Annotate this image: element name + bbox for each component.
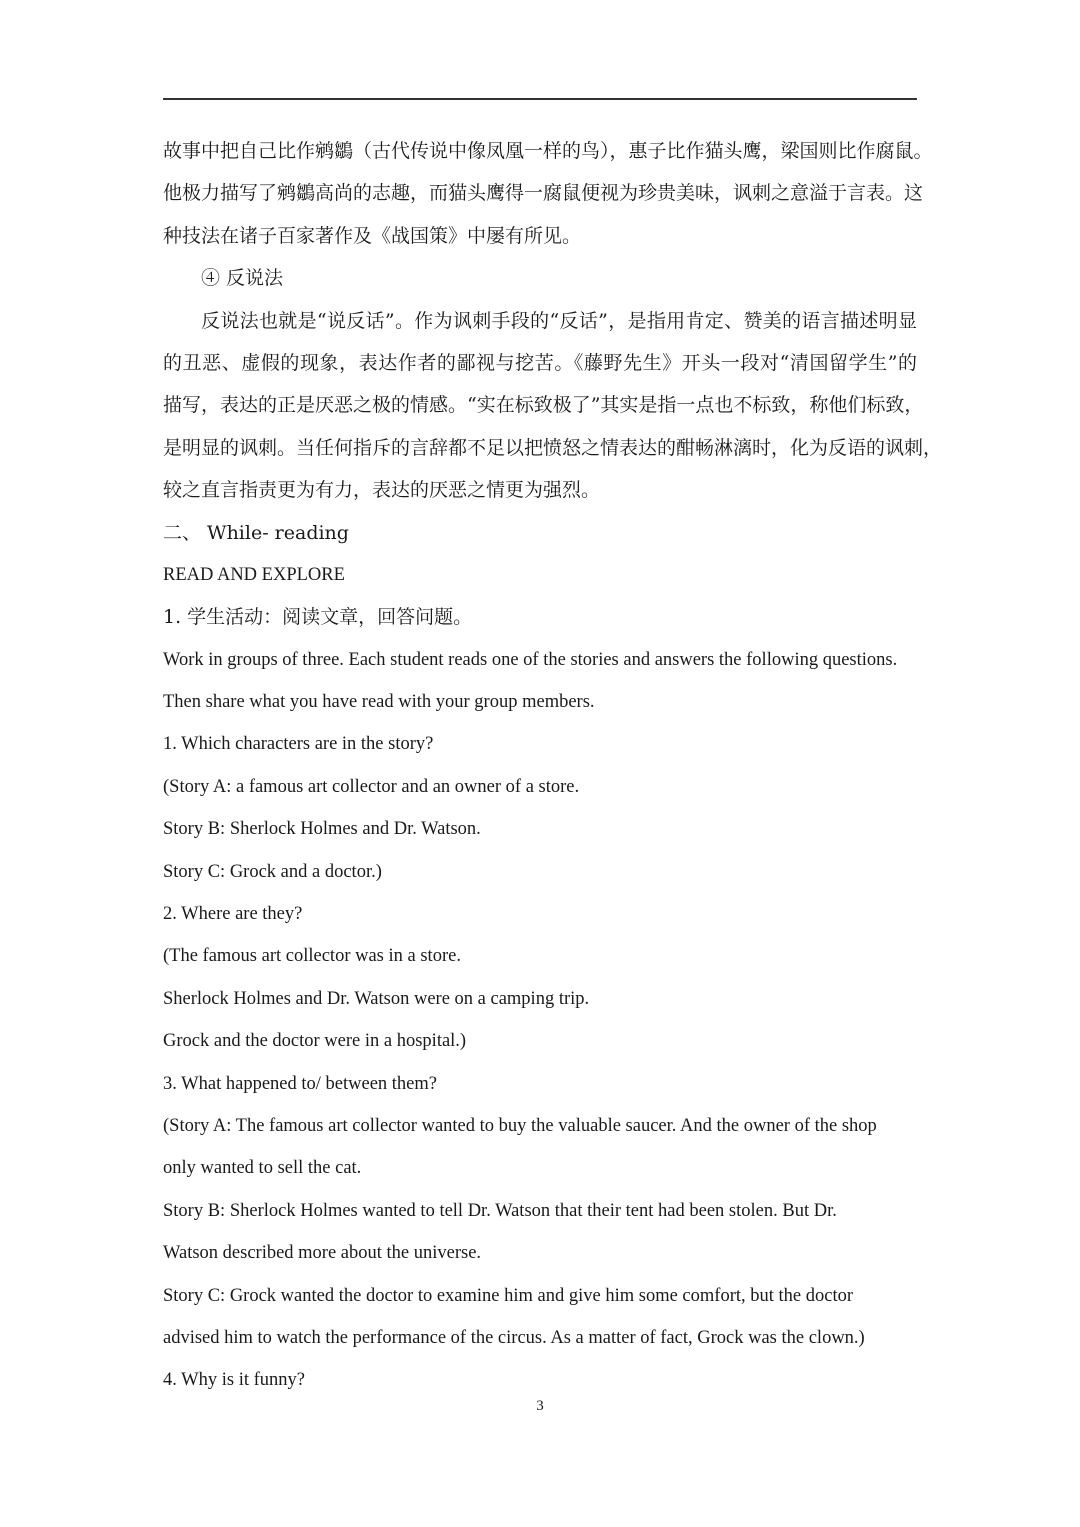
section-heading: 二、 While- reading xyxy=(163,521,349,544)
document-body xyxy=(163,130,943,1402)
paragraph-line: 故事中把自己比作鹓鶵（古代传说中像凤凰一样的鸟），惠子比作猫头鹰，梁国则比作腐鼠。 xyxy=(163,140,933,162)
paragraph-line: 较之直言指责更为有力，表达的厌恶之情更为强烈。 xyxy=(163,479,601,502)
paragraph-line: 种技法在诸子百家著作及《战国策》中屡有所见。 xyxy=(163,224,582,247)
question: 2. Where are they? xyxy=(163,904,303,925)
question: 3. What happened to/ between them? xyxy=(163,1073,437,1094)
answer-line: (The famous art collector was in a store. xyxy=(163,946,461,967)
question: 4. Why is it funny? xyxy=(163,1370,305,1391)
header-rule xyxy=(163,98,917,100)
section-heading: READ AND EXPLORE xyxy=(163,564,345,585)
question: 1. Which characters are in the story? xyxy=(163,734,434,755)
answer-line: Story C: Grock and a doctor.) xyxy=(163,861,382,882)
paragraph-line: 的丑恶、虚假的现象，表达作者的鄙视与挖苦。《藤野先生》开头一段对“清国留学生”的 xyxy=(163,351,917,374)
answer-line: only wanted to sell the cat. xyxy=(163,1158,362,1179)
paragraph-line: 反说法也就是“说反话”。作为讽刺手段的“反话”，是指用肯定、赞美的语言描述明显 xyxy=(201,309,917,332)
page-number: 3 xyxy=(536,1398,544,1414)
answer-line: (Story A: The famous art collector wanted to buy the valuable saucer. And the owner of the shop xyxy=(163,1115,877,1136)
answer-line: (Story A: a famous art collector and an owner of a store. xyxy=(163,776,580,797)
paragraph-line: 是明显的讽刺。当任何指斥的言辞都不足以把愤怒之情表达的酣畅淋漓时，化为反语的讽刺， xyxy=(163,436,943,459)
activity-heading: 1. 学生活动：阅读文章，回答问题。 xyxy=(163,606,473,629)
paragraph-line: 描写，表达的正是厌恶之极的情感。“实在标致极了”其实是指一点也不标致，称他们标致， xyxy=(163,394,924,417)
answer-line: Story B: Sherlock Holmes and Dr. Watson. xyxy=(163,819,481,840)
answer-line: Story B: Sherlock Holmes wanted to tell Dr. Watson that their tent had been stolen. But Dr. xyxy=(163,1200,837,1221)
section-heading: ④ 反说法 xyxy=(201,267,284,290)
answer-line: Watson described more about the universe. xyxy=(163,1243,482,1264)
answer-line: Story C: Grock wanted the doctor to examine him and give him some comfort, but the doctor xyxy=(163,1285,854,1306)
paragraph-line: 他极力描写了鹓鶵高尚的志趣，而猫头鹰得一腐鼠便视为珍贵美味，讽刺之意溢于言表。这 xyxy=(163,182,924,205)
answer-line: Grock and the doctor were in a hospital.) xyxy=(163,1031,467,1052)
answer-line: advised him to watch the performance of the circus. As a matter of fact, Grock was the clown.) xyxy=(163,1327,865,1348)
answer-line: Sherlock Holmes and Dr. Watson were on a camping trip. xyxy=(163,988,590,1009)
paragraph-line: Then share what you have read with your group members. xyxy=(163,692,595,713)
paragraph-line: Work in groups of three. Each student reads one of the stories and answers the following questions. xyxy=(163,649,898,670)
